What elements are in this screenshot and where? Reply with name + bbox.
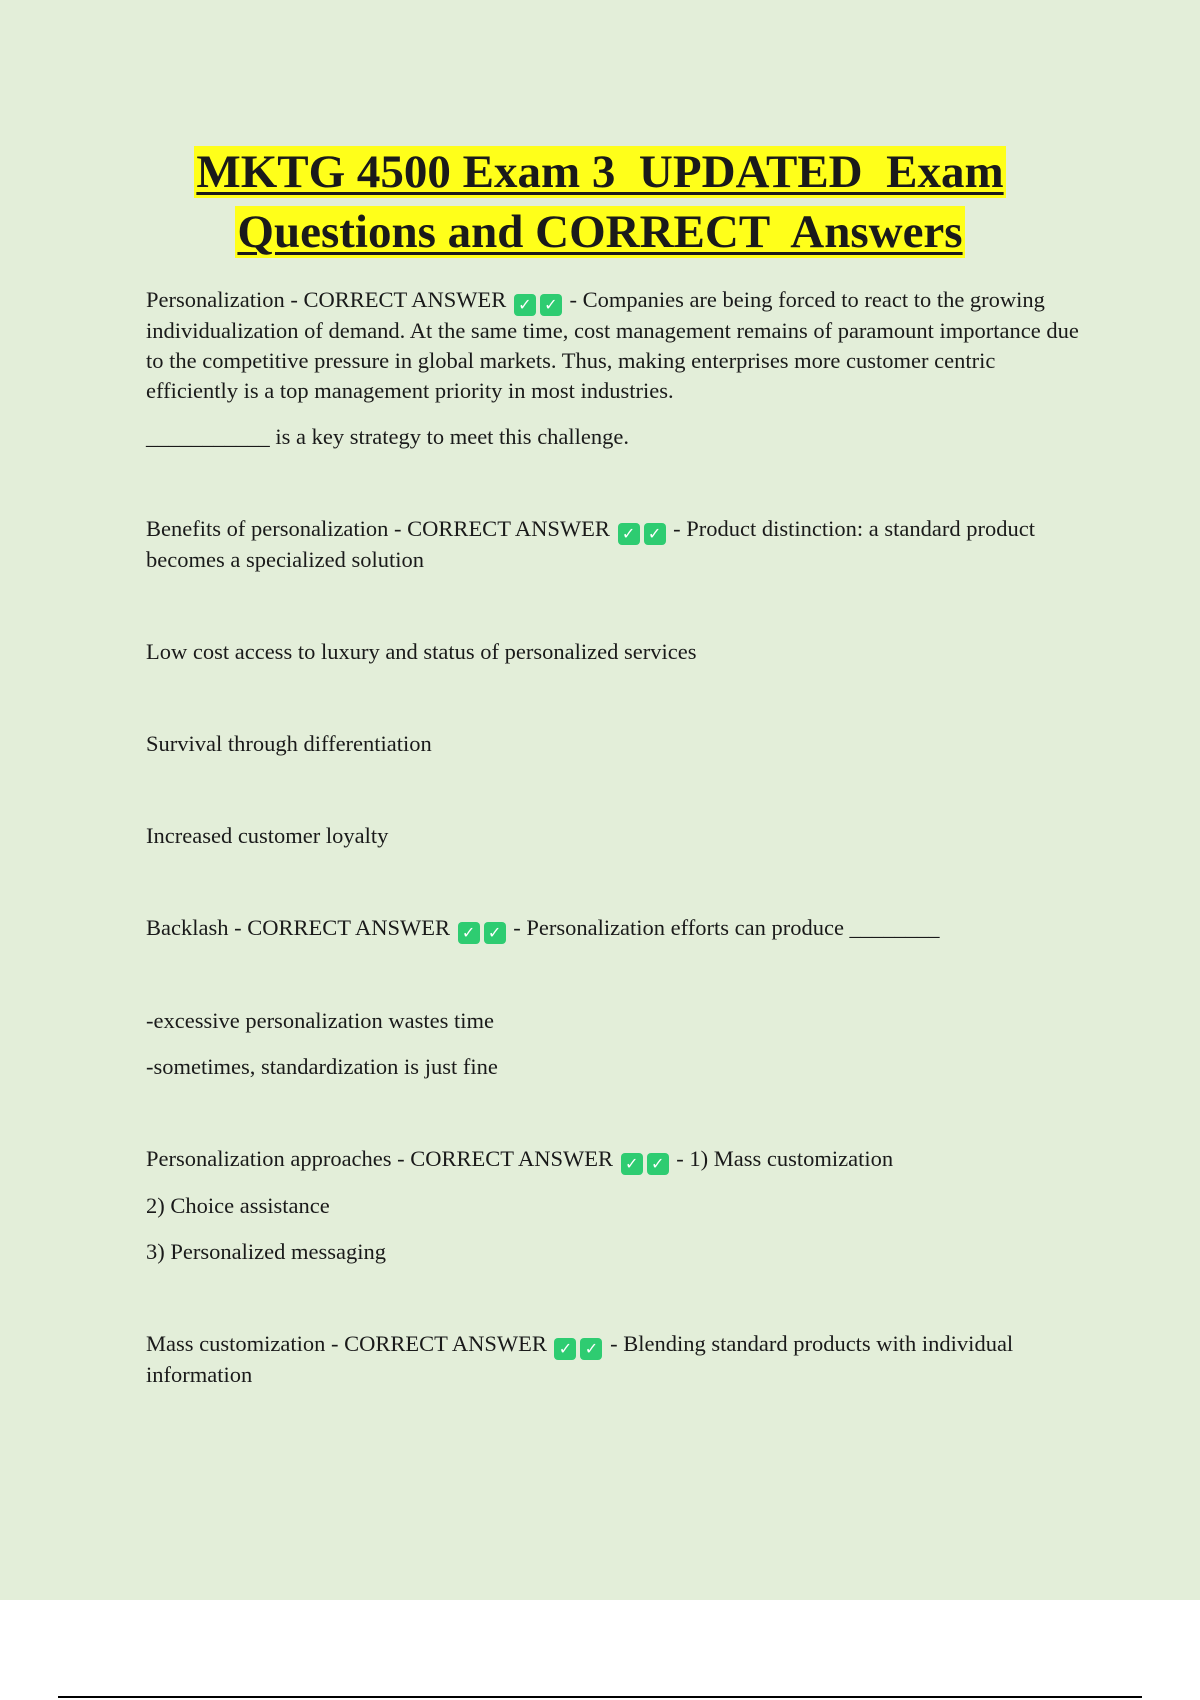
answer-marker: CORRECT ANSWER — [303, 287, 507, 312]
check-mark-icon: ✓ — [484, 922, 506, 944]
qa-answer: - Companies are being forced to react to the growing individualization of demand. At the same time, cost management remains of paramount importance due to the competitive pressure in global markets. Thus, making enterprises more customer centric efficiently is a top management priority in most industries. — [146, 287, 1079, 403]
check-mark-icon: ✓ — [554, 1338, 576, 1360]
check-mark-icon: ✓ — [644, 523, 666, 545]
qa-term: Backlash - — [146, 915, 248, 940]
qa-answer: - 1) Mass customization — [676, 1146, 894, 1171]
check-mark-icon: ✓ — [514, 294, 536, 316]
check-mark-icon: ✓ — [458, 922, 480, 944]
qa-term: Mass customization - — [146, 1331, 345, 1356]
qa-entry — [146, 514, 1091, 575]
qa-answer-line: 2) Choice assistance — [146, 1193, 330, 1218]
qa-answer-line: -sometimes, standardization is just fine — [146, 1054, 498, 1079]
check-mark-icon: ✓ — [540, 294, 562, 316]
qa-term: Benefits of personalization - — [146, 516, 408, 541]
answer-marker: CORRECT ANSWER — [247, 915, 450, 940]
qa-content — [146, 285, 1091, 1390]
qa-term: Personalization - — [146, 287, 304, 312]
qa-entry — [146, 1329, 1091, 1390]
check-mark-icon: ✓ — [621, 1153, 643, 1175]
qa-answer-line: Low cost access to luxury and status of personalized services — [146, 639, 697, 664]
check-mark-icon: ✓ — [580, 1338, 602, 1360]
qa-answer-line: Survival through differentiation — [146, 731, 432, 756]
qa-answer-line: -excessive personalization wastes time — [146, 1008, 495, 1033]
qa-answer-line: 3) Personalized messaging — [146, 1239, 386, 1264]
qa-answer: - Product distinction: a standard product becomes a specialized solution — [146, 516, 1035, 572]
title-line-2: Questions and CORRECT Answers — [237, 206, 963, 258]
footer-rule — [58, 1696, 1142, 1698]
qa-term: Personalization approaches - — [146, 1146, 411, 1171]
qa-answer-line: Increased customer loyalty — [146, 823, 389, 848]
qa-answer: - Personalization efforts can produce ________ — [513, 915, 940, 940]
answer-marker: CORRECT ANSWER — [407, 516, 610, 541]
qa-entry — [146, 285, 1091, 406]
qa-answer-line: ___________ is a key strategy to meet this challenge. — [146, 424, 630, 449]
qa-answer: - Blending standard products with individual information — [146, 1331, 1014, 1387]
qa-entry — [146, 913, 1091, 944]
qa-entry — [146, 1144, 1091, 1175]
check-mark-icon: ✓ — [647, 1153, 669, 1175]
page-title — [0, 142, 1200, 262]
answer-marker: CORRECT ANSWER — [344, 1331, 547, 1356]
answer-marker: CORRECT ANSWER — [410, 1146, 614, 1171]
check-mark-icon: ✓ — [618, 523, 640, 545]
title-line-1: MKTG 4500 Exam 3 UPDATED Exam — [196, 146, 1004, 198]
